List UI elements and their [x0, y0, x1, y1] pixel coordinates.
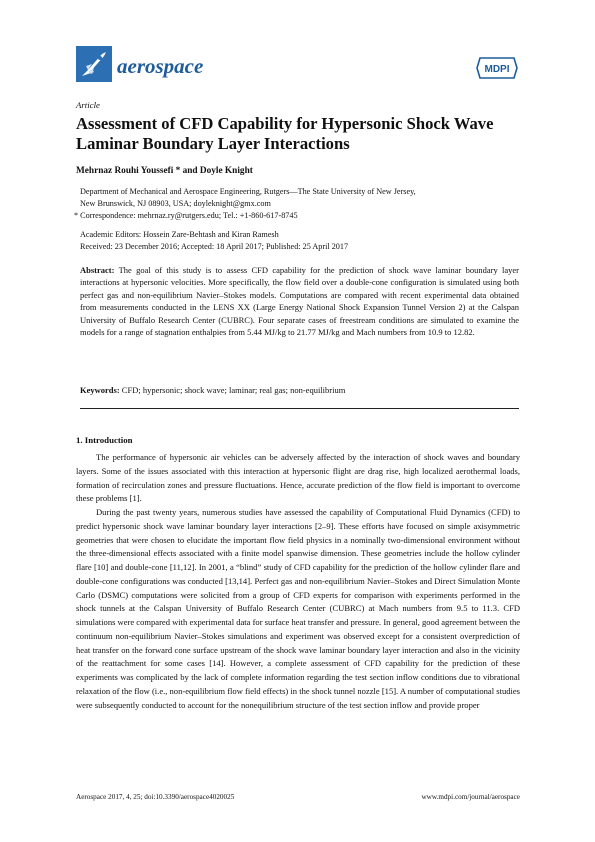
affiliation-line: Department of Mechanical and Aerospace Engineering, Rutgers—The State University of New Jersey,: [80, 187, 416, 196]
section-body: [76, 451, 520, 712]
editors-block: [80, 229, 520, 253]
dates: Received: 23 December 2016; Accepted: 18 April 2017; Published: 25 April 2017: [80, 242, 349, 251]
affiliation-block: [74, 186, 520, 222]
paragraph: The performance of hypersonic air vehicles can be adversely affected by the interaction of shock waves and boundary layers. Some of the issues associated with this interaction at hypersonic flight are drag rise, high localized aerothermal loads, formation of recirculation zones and pressure fluctuations. Hence, accurate prediction of the flow field is important to overcome these problems [1].: [76, 452, 520, 504]
citation-footer: Aerospace 2017, 4, 25; doi:10.3390/aerospace4020025: [76, 793, 235, 801]
correspondence: * Correspondence: mehrnaz.ry@rutgers.edu; Tel.: +1-860-617-8745: [74, 211, 298, 220]
journal-logo-icon: [76, 46, 112, 82]
authors: Mehrnaz Rouhi Youssefi * and Doyle Knight: [76, 166, 253, 176]
article-type: Article: [76, 100, 100, 110]
paragraph: During the past twenty years, numerous studies have assessed the capability of Computational Fluid Dynamics (CFD) to predict hypersonic shock wave laminar boundary layer interactions [2–9]. These efforts have focused on simple axisymmetric geometries that were chosen to elucidate the important flow field physics in a nominally two-dimensional environment without the three-dimensional effects associated with a finite model spanwise dimension. These geometries include the hollow cylinder flare [10] and double-cone [11,12]. In 2001, a “blind” study of CFD capability for the prediction of the hollow cylinder flare and double-cone configurations was conducted [13,14]. Perfect gas and non-equilibrium Navier–Stokes and Direct Simulation Monte Carlo (DSMC) computations were solicited from a group of CFD experts for comparison with experiments performed in the shock tunnels at the Calspan University of Buffalo Research Center (CUBRC) at Mach numbers from 9.5 to 11.3. CFD simulations were compared with experimental data for surface heat transfer and pressure. In general, good agreement between the continuum non-equilibrium Navier–Stokes simulations and experiment was observed except for a consistent overprediction of heat transfer on the forward cone surface upstream of the shock wave laminar boundary layer interaction and also in the vicinity of the reattachment for some cases [14]. However, a complete assessment of CFD capability for the prediction of these experiments was complicated by the lack of complete information regarding the test section inflow conditions due to vibrational relaxation of the flow (i.e., non-equilibrium flow field effects) in the shock tunnel nozzle [15]. A number of computational studies were subsequently conducted to account for the nonequilibrium structure of the test section inflow and provide proper: [76, 507, 521, 710]
keywords-text: CFD; hypersonic; shock wave; laminar; real gas; non-equilibrium: [119, 385, 346, 395]
abstract: [80, 264, 519, 338]
keywords-label: Keywords:: [80, 385, 120, 395]
academic-editors: Academic Editors: Hossein Zare-Behtash and Kiran Ramesh: [80, 230, 279, 239]
keywords: [80, 385, 519, 395]
journal-name: aerospace: [117, 54, 204, 78]
section-divider: [80, 408, 519, 409]
journal-url[interactable]: www.mdpi.com/journal/aerospace: [421, 793, 520, 801]
section-heading: 1. Introduction: [76, 435, 133, 445]
mdpi-logo-text: MDPI: [484, 64, 510, 75]
affiliation-line: New Brunswick, NJ 08903, USA; doyleknight@gmx.com: [80, 199, 271, 208]
paper-title: Assessment of CFD Capability for Hypersonic Shock Wave Laminar Boundary Layer Interactions: [76, 114, 494, 153]
mdpi-logo: [474, 55, 520, 81]
abstract-text: The goal of this study is to assess CFD capability for the prediction of shock wave laminar boundary layer interactions at hypersonic velocities. More specifically, the flow field over a double-cone configuration is simulated using both perfect gas and non-equilibrium Navier–Stokes models. Computations are compared with recent experimental data obtained from measurements conducted in the LENS XX (Large Energy National Shock Expansion Tunnel Version 2) at the Calspan University of Buffalo Research Center (CUBRC). Four separate cases of freestream conditions are simulated to examine the models for a range of stagnation enthalpies from 5.44 MJ/kg to 21.77 MJ/kg and Mach numbers from 10.9 to 12.82.: [80, 265, 519, 338]
abstract-label: Abstract:: [80, 265, 115, 275]
